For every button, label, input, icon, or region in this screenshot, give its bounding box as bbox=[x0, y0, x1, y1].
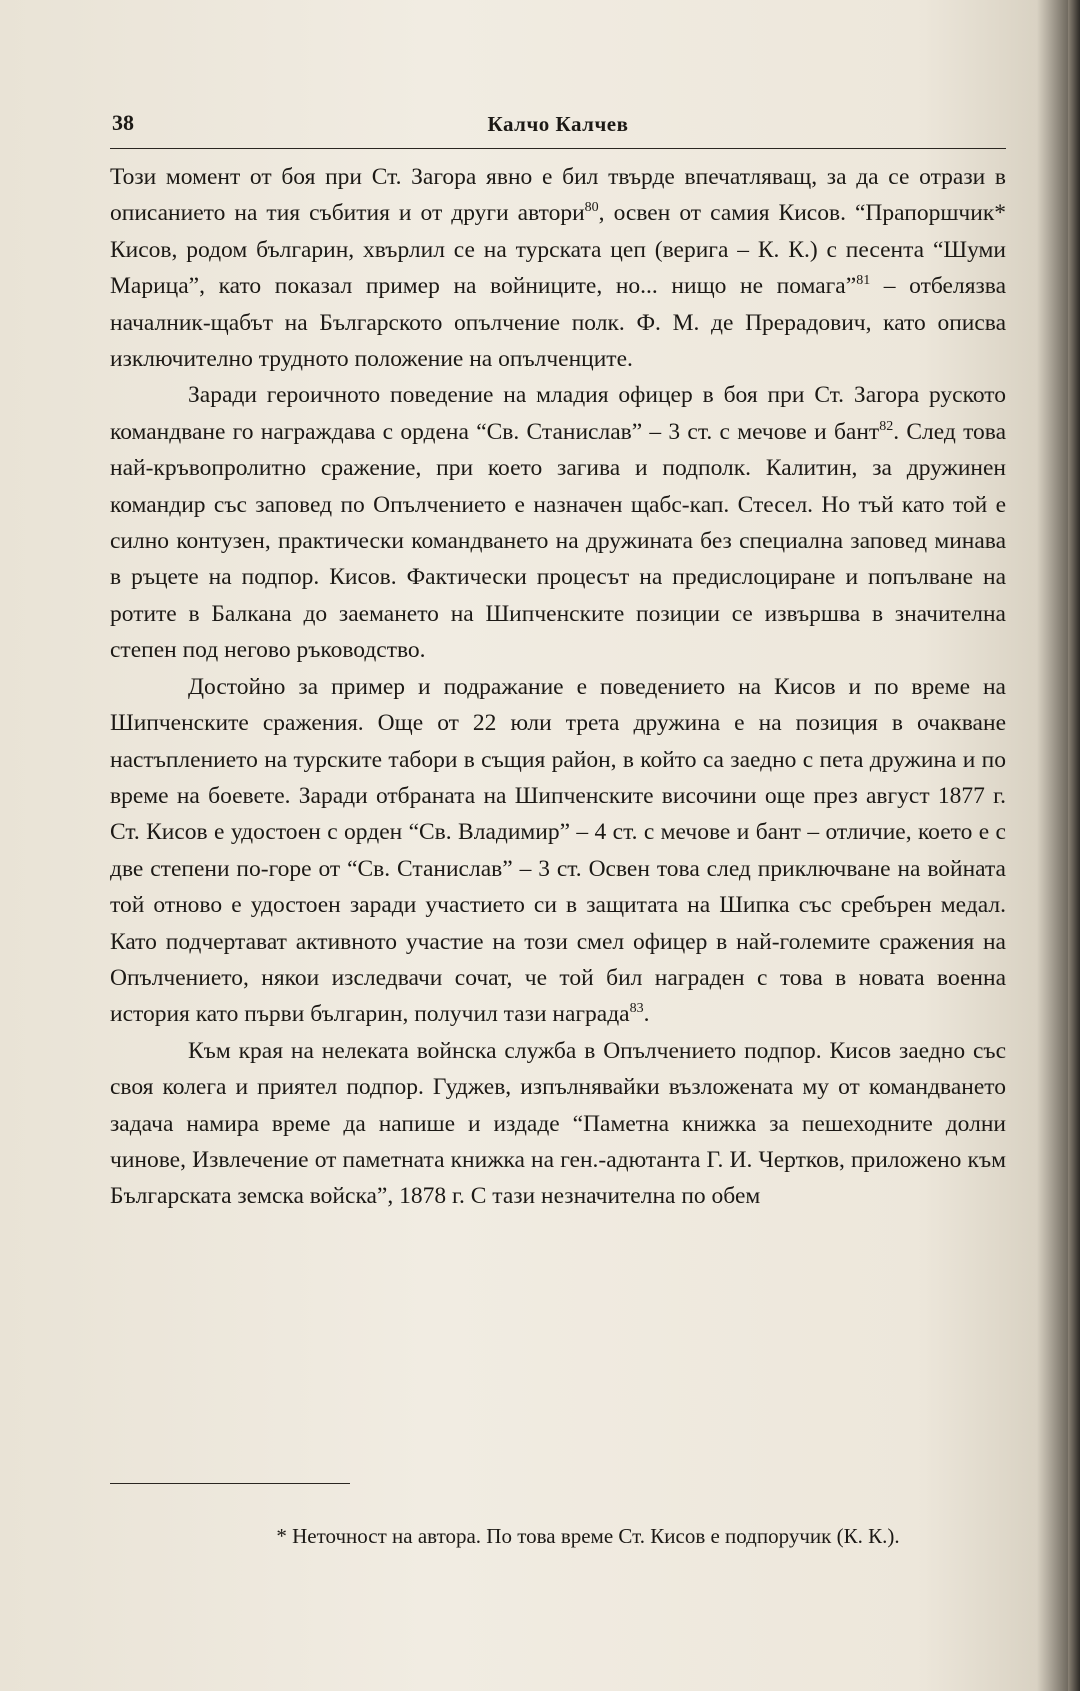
page-header bbox=[110, 110, 1006, 146]
header-rule bbox=[110, 148, 1006, 149]
note-ref-81: 81 bbox=[856, 273, 871, 289]
note-ref-83: 83 bbox=[629, 1001, 644, 1017]
paragraph-2-text: Заради героичното поведение на младия офицер в боя при Ст. Загора руското командване го награждава с ордена “Св. Станислав” – 3 ст. с мечове и бант bbox=[110, 382, 1006, 445]
body-text bbox=[110, 159, 1006, 1215]
note-ref-80: 80 bbox=[584, 200, 599, 216]
page-number: 38 bbox=[112, 110, 134, 135]
running-title: Калчо Калчев bbox=[487, 112, 629, 136]
paragraph-2 bbox=[110, 377, 1006, 668]
paragraph-1-tail: , освен от самия Кисов. “Прапоршчик* Кисов, родом българин, хвърлил се на турската цеп (верига – К. К.) с песента “Шуми Марица”, като показал пример на войниците, но... нищо не помага” bbox=[110, 200, 1006, 300]
footnote: * Неточност на автора. По това време Ст. Кисов е подпоручик (К. К.). bbox=[276, 1524, 900, 1548]
paragraph-1 bbox=[110, 159, 1006, 377]
footnote-rule bbox=[110, 1483, 350, 1484]
paragraph-2-tail: . След това най-кръвопролитно сражение, при което загива и подполк. Калитин, за дружинен командир със заповед по Опълчението е назначен щабс-кап. Стесел. Но тъй като той е силно контузен, практически командването на дружината без специална заповед минава в ръцете на подпор. Кисов. Фактически процесът на предислоциране и попълване на ротите в Балкана до заемането на Шипченските позиции се извършва в значителна степен под негово ръководство. bbox=[110, 418, 1007, 664]
paragraph-1-end: – отбелязва началник-щабът на Българското опълчение полк. Ф. М. де Прерадович, като описва изключително трудното положение на опълченците. bbox=[110, 273, 1006, 373]
book-spine-shadow bbox=[1068, 0, 1080, 1691]
paragraph-4-text: Към края на нелеката войнска служба в Опълчението подпор. Кисов заедно със своя колега и приятел подпор. Гуджев, изпълнявайки възложената му от командването задача намира време да напише и издаде “Паметна книжка за пешеходните долни чинове, Извлечение от паметната книжка на ген.-адютанта Г. И. Чертков, приложено към Българската земска войска”, 1878 г. С тази незначителна по обем bbox=[110, 1037, 1006, 1210]
paragraph-3 bbox=[110, 669, 1006, 1033]
paragraph-1-text: Този момент от боя при Ст. Загора явно е бил твърде впечатляващ, за да се отрази в описанието на тия събития и от други автори bbox=[110, 164, 1006, 227]
paragraph-4 bbox=[110, 1033, 1006, 1215]
note-ref-82: 82 bbox=[879, 419, 894, 435]
paragraph-3-tail: . bbox=[643, 1001, 650, 1028]
paragraph-3-text: Достойно за пример и подражание е поведението на Кисов и по време на Шипченските сражения. Още от 22 юли трета дружина е на позиция в очакване настъплението на турските табори в същия район, в който са заедно с пета дружина и по време на боевете. Заради отбраната на Шипченските височини още през август 1877 г. Ст. Кисов е удостоен с орден “Св. Владимир” – 4 ст. с мечове и бант – отличие, което е с две степени по-горе от “Св. Станислав” – 3 ст. Освен това след приключване на войната той отново е удостоен заради участието си в защитата на Шипка със сребърен медал. Като подчертават активното участие на този смел офицер в най-големите сражения на Опълчението, някои изследвачи сочат, че той бил награден с това в новата военна история като първи българин, получил тази награда bbox=[110, 673, 1006, 1028]
